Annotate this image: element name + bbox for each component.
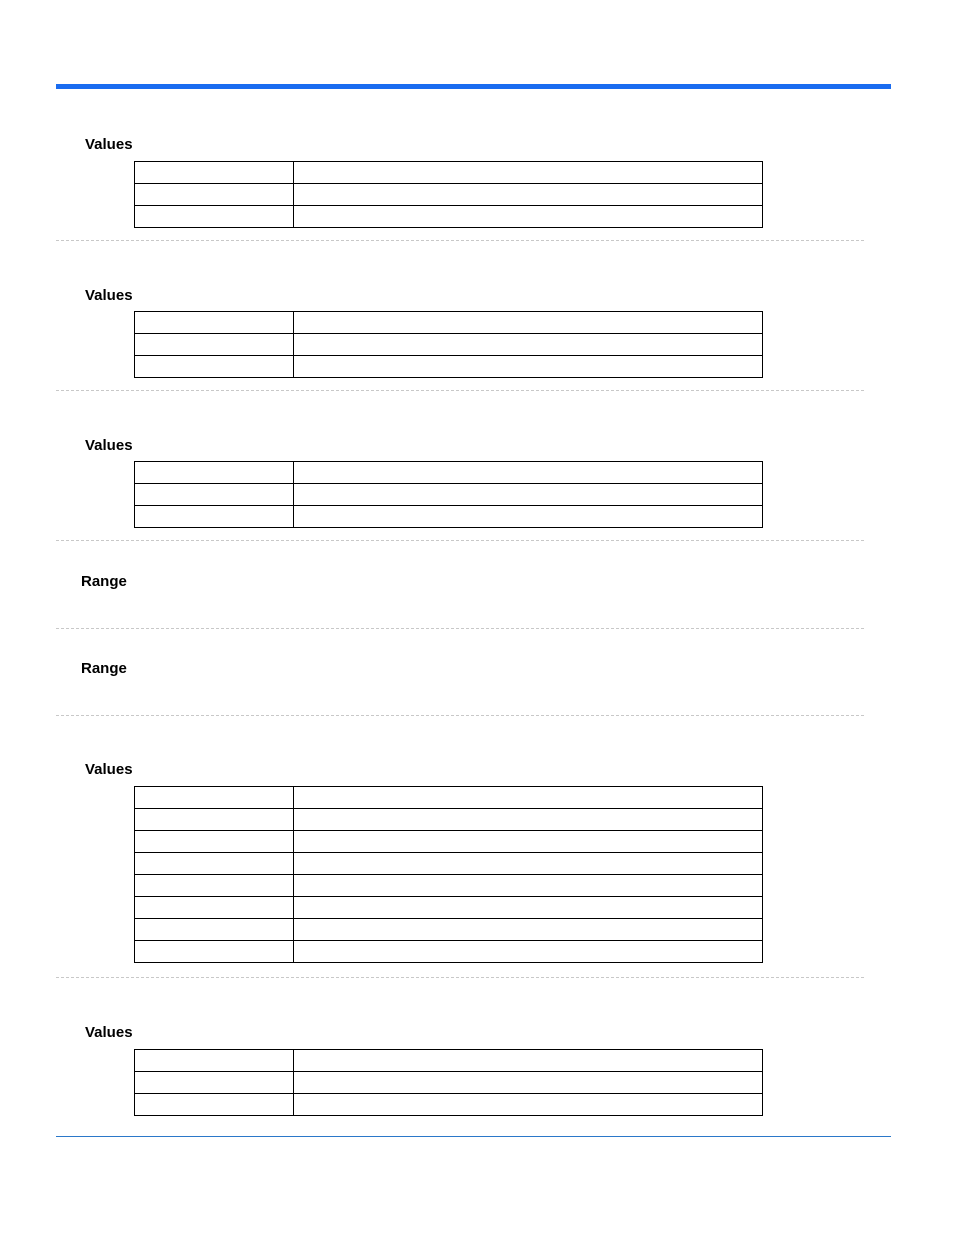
section-label-range: Range [81, 660, 127, 677]
table-cell [135, 334, 294, 356]
table-cell [294, 1050, 763, 1072]
table-cell [294, 356, 763, 378]
table-cell [135, 506, 294, 528]
table-row [135, 831, 763, 853]
section-label-values: Values [85, 287, 133, 304]
table-cell [135, 875, 294, 897]
footer-rule [56, 1136, 891, 1137]
table-row [135, 334, 763, 356]
table-cell [135, 312, 294, 334]
section-separator [56, 240, 864, 241]
table-row [135, 787, 763, 809]
values-table [134, 1049, 763, 1116]
table-cell [294, 809, 763, 831]
table-cell [135, 356, 294, 378]
table-row [135, 853, 763, 875]
values-table [134, 786, 763, 963]
section-label-values: Values [85, 437, 133, 454]
table-row [135, 875, 763, 897]
table-cell [135, 184, 294, 206]
table-cell [294, 1072, 763, 1094]
table-row [135, 356, 763, 378]
table-cell [294, 206, 763, 228]
table-row [135, 184, 763, 206]
table-cell [135, 1094, 294, 1116]
table-cell [135, 162, 294, 184]
section-label-values: Values [85, 136, 133, 153]
section-separator [56, 977, 864, 978]
table-row [135, 206, 763, 228]
table-cell [294, 919, 763, 941]
table-cell [135, 462, 294, 484]
table-row [135, 809, 763, 831]
table-cell [294, 334, 763, 356]
table-cell [135, 809, 294, 831]
table-cell [294, 506, 763, 528]
table-cell [294, 162, 763, 184]
table-row [135, 462, 763, 484]
table-row [135, 941, 763, 963]
table-row [135, 162, 763, 184]
table-cell [294, 875, 763, 897]
values-table [134, 311, 763, 378]
table-cell [294, 1094, 763, 1116]
table-row [135, 484, 763, 506]
section-separator [56, 540, 864, 541]
table-row [135, 1072, 763, 1094]
section-label-values: Values [85, 761, 133, 778]
table-cell [294, 787, 763, 809]
table-row [135, 897, 763, 919]
table-cell [135, 206, 294, 228]
table-cell [294, 941, 763, 963]
table-cell [135, 1072, 294, 1094]
table-cell [135, 484, 294, 506]
table-cell [294, 897, 763, 919]
table-cell [135, 919, 294, 941]
table-row [135, 506, 763, 528]
table-row [135, 312, 763, 334]
table-cell [294, 312, 763, 334]
section-separator [56, 390, 864, 391]
section-label-range: Range [81, 573, 127, 590]
section-separator [56, 628, 864, 629]
table-cell [135, 831, 294, 853]
table-cell [135, 853, 294, 875]
table-cell [135, 787, 294, 809]
values-table [134, 461, 763, 528]
table-cell [294, 484, 763, 506]
table-cell [135, 1050, 294, 1072]
table-cell [135, 897, 294, 919]
section-label-values: Values [85, 1024, 133, 1041]
table-cell [294, 831, 763, 853]
table-cell [294, 462, 763, 484]
table-row [135, 1094, 763, 1116]
table-cell [294, 853, 763, 875]
section-separator [56, 715, 864, 716]
values-table [134, 161, 763, 228]
table-cell [294, 184, 763, 206]
header-rule [56, 84, 891, 89]
table-row [135, 919, 763, 941]
table-cell [135, 941, 294, 963]
table-row [135, 1050, 763, 1072]
